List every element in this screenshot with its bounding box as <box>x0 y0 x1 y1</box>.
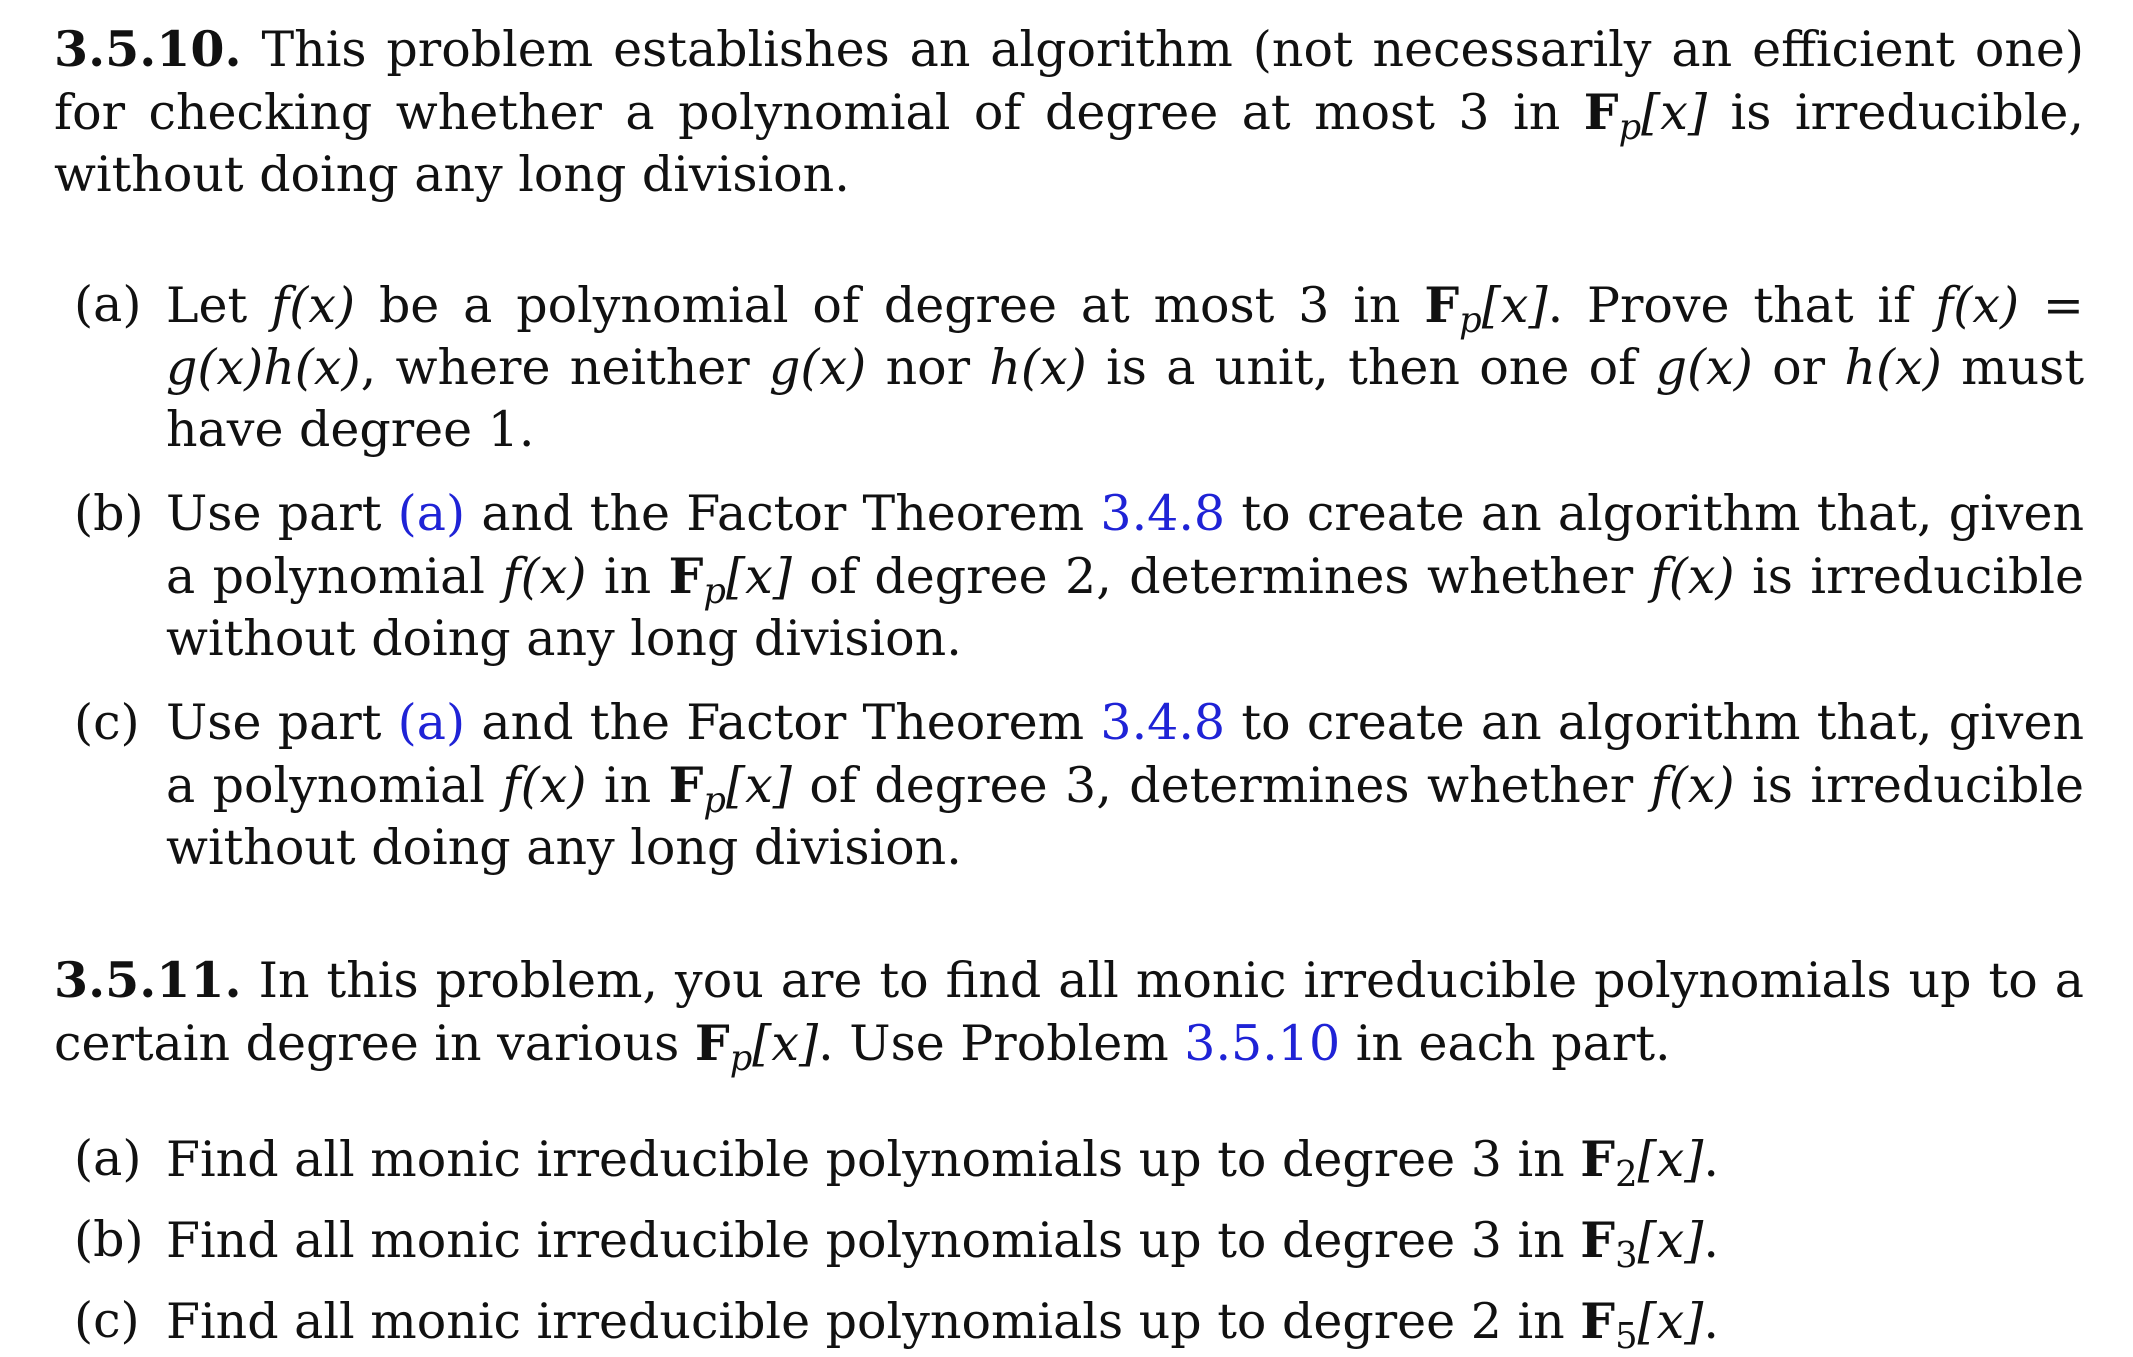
math-f-x: f(x) <box>1935 277 2020 334</box>
part-a: (a) Find all monic irreducible polynomials up to degree 3 in $F_2[x]$. <box>74 1130 1719 1195</box>
problem-number: 3.5.11. <box>54 951 242 1009</box>
math-g-x: g(x) <box>1655 339 1753 396</box>
part-b: (b) Find all monic irreducible polynomials up to degree 3 in $F_3[x]$. <box>74 1211 1719 1276</box>
part-label: (b) <box>74 485 144 542</box>
part-c: (c) Find all monic irreducible polynomials up to degree 2 in $F_5[x]$. <box>74 1292 1719 1357</box>
problem-page <box>54 18 2085 1357</box>
problem-3-5-10-link[interactable]: 3.5.10 <box>1184 1015 1341 1072</box>
problem-3-5-10-statement <box>54 18 2084 206</box>
field-f3-x: $F_3[x]$ <box>1580 1211 1704 1276</box>
part-c: (c) Use part (a) and the Factor Theorem 3.4.8 to create an algorithm that, given a polynomial f(x) in $F_p[x]$ of degree 3, determines whether f(x) is irreducible without doing any long division. <box>74 694 2084 876</box>
math-g-h: g(x)h(x) <box>166 339 361 396</box>
part-label: (c) <box>74 1292 140 1349</box>
theorem-3-4-8-link[interactable]: 3.4.8 <box>1100 485 1226 542</box>
problem-3-5-10-parts <box>54 274 2084 879</box>
math-f-x: f(x) <box>502 548 587 605</box>
math-f-x: f(x) <box>502 757 587 814</box>
math-g-x: g(x) <box>769 339 867 396</box>
problem-number: 3.5.10. <box>54 20 242 78</box>
part-b: (b) Use part (a) and the Factor Theorem 3.4.8 to create an algorithm that, given a polynomial f(x) in $F_p[x]$ of degree 2, determines whether f(x) is irreducible without doing any long division. <box>74 485 2084 667</box>
field-fp-x: $F_p[x]$ <box>668 547 792 612</box>
part-a-link[interactable]: (a) <box>397 694 466 751</box>
statement-text: This problem establishes an algorithm (not necessarily an efficient one) for checking whether a polynomial of degree at most 3 in <box>54 21 2084 141</box>
field-fp-x: $F_p[x]$ <box>668 756 792 821</box>
field-f2-x: $F_2[x]$ <box>1580 1130 1704 1195</box>
math-f-x: f(x) <box>1650 548 1735 605</box>
part-label: (b) <box>74 1211 144 1268</box>
field-fp-x: $F_p[x]$ <box>1424 276 1548 341</box>
theorem-3-4-8-link[interactable]: 3.4.8 <box>1100 694 1226 751</box>
field-fp-x: $F_p[x]$ <box>1583 83 1708 148</box>
field-f5-x: $F_5[x]$ <box>1580 1292 1704 1357</box>
part-label: (c) <box>74 694 140 751</box>
part-a-link[interactable]: (a) <box>397 485 466 542</box>
math-h-x: h(x) <box>1844 339 1942 396</box>
statement-text: is irreducible, without doing any long division. <box>54 84 2084 203</box>
part-a: (a) Let f(x) be a polynomial of degree at most 3 in $F_p[x]$. Prove that if f(x) = g(x)h(x), where neither g(x) nor h(x) is a unit, then one of g(x) or h(x) must have degree 1. <box>74 276 2085 458</box>
part-label: (a) <box>74 1130 142 1187</box>
part-label: (a) <box>74 276 142 333</box>
field-fp-x: $F_p[x]$ <box>694 1014 819 1079</box>
problem-3-5-11-parts <box>54 1128 2084 1357</box>
problem-3-5-11-statement: 3.5.11. In this problem, you are to find all monic irreducible polynomials up to a certain degree in various $F_p[x]$. Use Problem 3.5.10 in each part. <box>54 951 2084 1079</box>
math-h-x: h(x) <box>989 339 1087 396</box>
math-f-x: f(x) <box>271 277 356 334</box>
math-f-x: f(x) <box>1650 757 1735 814</box>
